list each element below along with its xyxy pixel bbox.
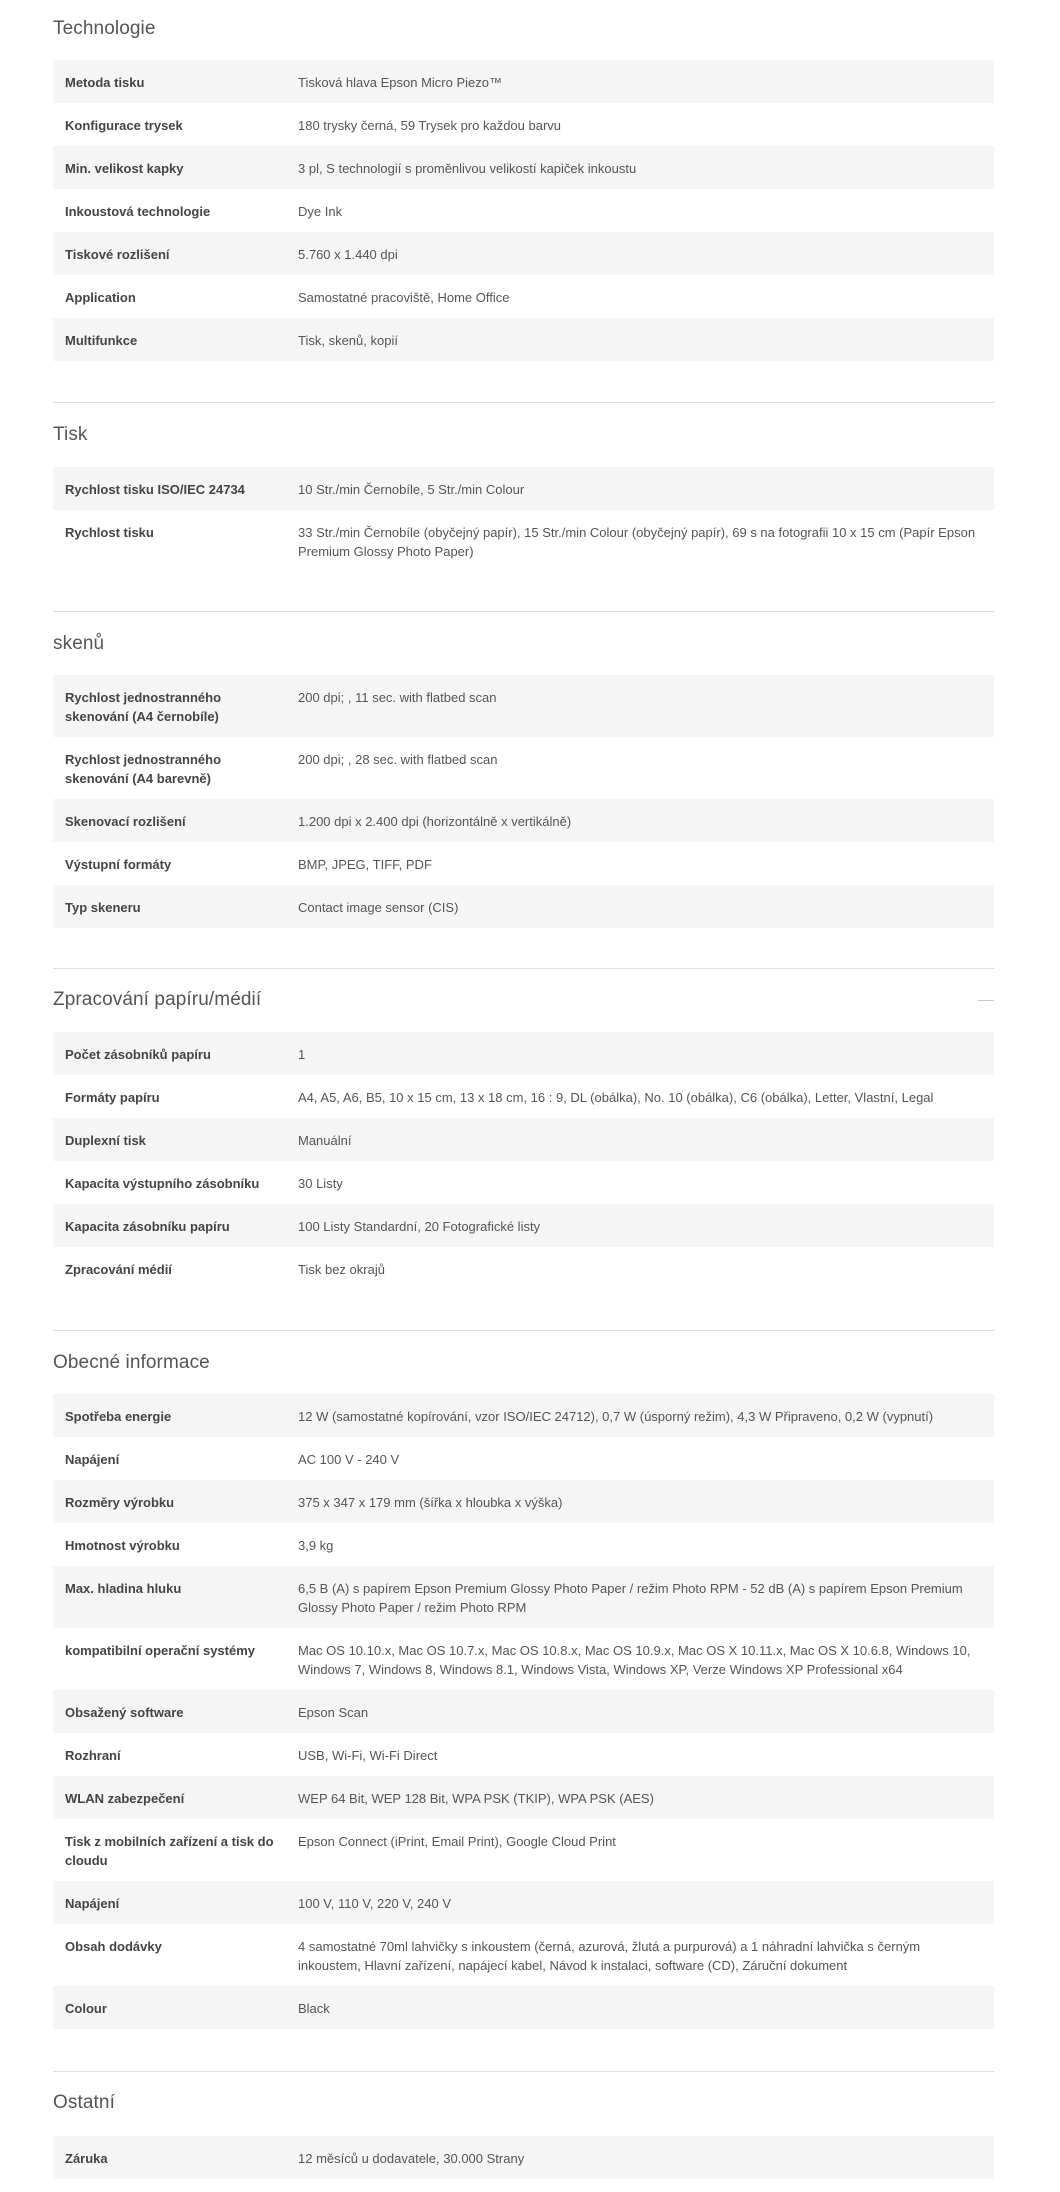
table-row xyxy=(53,1566,994,1628)
table-row xyxy=(53,1032,994,1075)
row-label: Počet zásobníků papíru xyxy=(65,1047,211,1062)
table-row xyxy=(53,1628,994,1690)
row-label: Rychlost tisku xyxy=(65,525,154,540)
row-label: Napájení xyxy=(65,1452,120,1467)
row-value: AC 100 V - 240 V xyxy=(298,1452,400,1467)
table-row xyxy=(53,1776,994,1819)
row-value: 4 samostatné 70ml lahvičky s inkoustem (černá, azurová, žlutá a purpurová) a 1 náhradní lahvička s černým inkoustem, Hlavní zařízení, napájecí kabel, Návod k instalaci, software (CD), Záruční dokument xyxy=(298,1939,921,1973)
row-value: BMP, JPEG, TIFF, PDF xyxy=(298,857,432,872)
section-divider xyxy=(53,2071,994,2072)
row-value: 12 měsíců u dodavatele, 30.000 Strany xyxy=(298,2151,525,2166)
table-row xyxy=(53,1986,994,2029)
row-value: Contact image sensor (CIS) xyxy=(298,900,459,915)
row-value: 12 W (samostatné kopírování, vzor ISO/IEC 24712), 0,7 W (úsporný režim), 4,3 W Připraveno, 0,2 W (vypnutí) xyxy=(298,1409,934,1424)
row-label: Rychlost jednostranného skenování (A4 barevně) xyxy=(65,752,222,786)
table-row xyxy=(53,1480,994,1523)
row-value: 1 xyxy=(298,1047,306,1062)
table-row xyxy=(53,2136,994,2179)
row-label: kompatibilní operační systémy xyxy=(65,1643,256,1658)
spec-table xyxy=(53,1032,994,1290)
section-title: Technologie xyxy=(53,18,156,39)
table-row xyxy=(53,1394,994,1437)
row-label: Spotřeba energie xyxy=(65,1409,172,1424)
row-label: Rychlost tisku ISO/IEC 24734 xyxy=(65,482,245,497)
row-label: Obsažený software xyxy=(65,1705,184,1720)
row-value: Manuální xyxy=(298,1133,352,1148)
table-row xyxy=(53,318,994,361)
row-value: 10 Str./min Černobíle, 5 Str./min Colour xyxy=(298,482,525,497)
section-title: Tisk xyxy=(53,424,88,445)
row-value: Epson Connect (iPrint, Email Print), Google Cloud Print xyxy=(298,1834,616,1849)
row-value: Tisk, skenů, kopií xyxy=(298,333,398,348)
row-value: 3 pl, S technologií s proměnlivou velikostí kapiček inkoustu xyxy=(298,161,637,176)
row-label: Rozhraní xyxy=(65,1748,121,1763)
row-label: Konfigurace trysek xyxy=(65,118,183,133)
table-row xyxy=(53,232,994,275)
row-value: Epson Scan xyxy=(298,1705,369,1720)
spec-table xyxy=(53,2136,994,2179)
row-label: Obsah dodávky xyxy=(65,1939,162,1954)
row-value: 200 dpi; , 28 sec. with flatbed scan xyxy=(298,752,498,767)
row-value: Dye Ink xyxy=(298,204,343,219)
row-label: Hmotnost výrobku xyxy=(65,1538,180,1553)
section-title: Obecné informace xyxy=(53,1352,210,1373)
table-row xyxy=(53,799,994,842)
table-row xyxy=(53,1437,994,1480)
table-row xyxy=(53,1161,994,1204)
row-label: Napájení xyxy=(65,1896,120,1911)
row-value: Tisková hlava Epson Micro Piezo™ xyxy=(298,75,502,90)
row-label: Výstupní formáty xyxy=(65,857,172,872)
row-label: Colour xyxy=(65,2001,107,2016)
table-row xyxy=(53,675,994,737)
section-title: skenů xyxy=(53,633,105,654)
table-row xyxy=(53,146,994,189)
row-label: Rychlost jednostranného skenování (A4 černobíle) xyxy=(65,690,222,724)
row-value: 33 Str./min Černobíle (obyčejný papír), 15 Str./min Colour (obyčejný papír), 69 s na fotografii 10 x 15 cm (Papír Epson Premium Glossy Photo Paper) xyxy=(298,525,976,559)
row-label: Max. hladina hluku xyxy=(65,1581,182,1596)
row-value: 5.760 x 1.440 dpi xyxy=(298,247,398,262)
table-row xyxy=(53,275,994,318)
section-divider xyxy=(53,968,994,969)
table-row xyxy=(53,1924,994,1986)
table-row xyxy=(53,885,994,928)
table-row xyxy=(53,1204,994,1247)
section-divider xyxy=(53,1330,994,1331)
row-label: Tiskové rozlišení xyxy=(65,247,170,262)
table-row xyxy=(53,1819,994,1881)
collapse-icon[interactable] xyxy=(978,1000,994,1001)
table-row xyxy=(53,467,994,510)
row-label: Rozměry výrobku xyxy=(65,1495,175,1510)
table-row xyxy=(53,60,994,103)
spec-table xyxy=(53,60,994,361)
section-divider xyxy=(53,402,994,403)
row-label: Application xyxy=(65,290,136,305)
row-label: Metoda tisku xyxy=(65,75,145,90)
row-value: Mac OS 10.10.x, Mac OS 10.7.x, Mac OS 10.8.x, Mac OS 10.9.x, Mac OS X 10.11.x, Mac OS X 10.6.8, Windows 10, Windows 7, Windows 8, Windows 8.1, Windows Vista, Windows XP, Verze Windows XP Professional x64 xyxy=(298,1643,971,1677)
row-value: 3,9 kg xyxy=(298,1538,334,1553)
table-row xyxy=(53,1690,994,1733)
row-value: 200 dpi; , 11 sec. with flatbed scan xyxy=(298,690,497,705)
row-label: Záruka xyxy=(65,2151,108,2166)
table-row xyxy=(53,1075,994,1118)
row-label: Kapacita výstupního zásobníku xyxy=(65,1176,260,1191)
table-row xyxy=(53,1118,994,1161)
table-row xyxy=(53,842,994,885)
spec-table xyxy=(53,467,994,572)
row-label: Inkoustová technologie xyxy=(65,204,211,219)
row-label: Min. velikost kapky xyxy=(65,161,184,176)
row-label: Skenovací rozlišení xyxy=(65,814,186,829)
row-label: Typ skeneru xyxy=(65,900,141,915)
row-value: Samostatné pracoviště, Home Office xyxy=(298,290,510,305)
section-title: Ostatní xyxy=(53,2092,115,2113)
table-row xyxy=(53,1881,994,1924)
row-label: Duplexní tisk xyxy=(65,1133,146,1148)
row-value: A4, A5, A6, B5, 10 x 15 cm, 13 x 18 cm, 16 : 9, DL (obálka), No. 10 (obálka), C6 (obálka), Letter, Vlastní, Legal xyxy=(298,1090,934,1105)
row-label: Formáty papíru xyxy=(65,1090,160,1105)
row-value: 30 Listy xyxy=(298,1176,343,1191)
table-row xyxy=(53,1733,994,1776)
row-value: 100 Listy Standardní, 20 Fotografické listy xyxy=(298,1219,541,1234)
row-value: Black xyxy=(298,2001,330,2016)
row-value: Tisk bez okrajů xyxy=(298,1262,385,1277)
spec-table xyxy=(53,1394,994,2029)
table-row xyxy=(53,189,994,232)
row-value: 180 trysky černá, 59 Trysek pro každou barvu xyxy=(298,118,562,133)
row-value: WEP 64 Bit, WEP 128 Bit, WPA PSK (TKIP), WPA PSK (AES) xyxy=(298,1791,654,1806)
table-row xyxy=(53,1247,994,1290)
table-row xyxy=(53,103,994,146)
row-label: Tisk z mobilních zařízení a tisk do cloudu xyxy=(65,1834,274,1868)
table-row xyxy=(53,737,994,799)
row-value: 100 V, 110 V, 220 V, 240 V xyxy=(298,1896,452,1911)
row-label: WLAN zabezpečení xyxy=(65,1791,185,1806)
row-label: Zpracování médií xyxy=(65,1262,172,1277)
row-value: 1.200 dpi x 2.400 dpi (horizontálně x vertikálně) xyxy=(298,814,572,829)
row-value: 375 x 347 x 179 mm (šířka x hloubka x výška) xyxy=(298,1495,563,1510)
section-title: Zpracování papíru/médií xyxy=(53,989,262,1010)
table-row xyxy=(53,1523,994,1566)
row-value: 6,5 B (A) s papírem Epson Premium Glossy Photo Paper / režim Photo RPM - 52 dB (A) s papírem Epson Premium Glossy Photo Paper / režim Photo RPM xyxy=(298,1581,963,1615)
spec-table xyxy=(53,675,994,928)
row-label: Kapacita zásobníku papíru xyxy=(65,1219,230,1234)
table-row xyxy=(53,510,994,572)
row-label: Multifunkce xyxy=(65,333,138,348)
row-value: USB, Wi-Fi, Wi-Fi Direct xyxy=(298,1748,438,1763)
section-divider xyxy=(53,611,994,612)
